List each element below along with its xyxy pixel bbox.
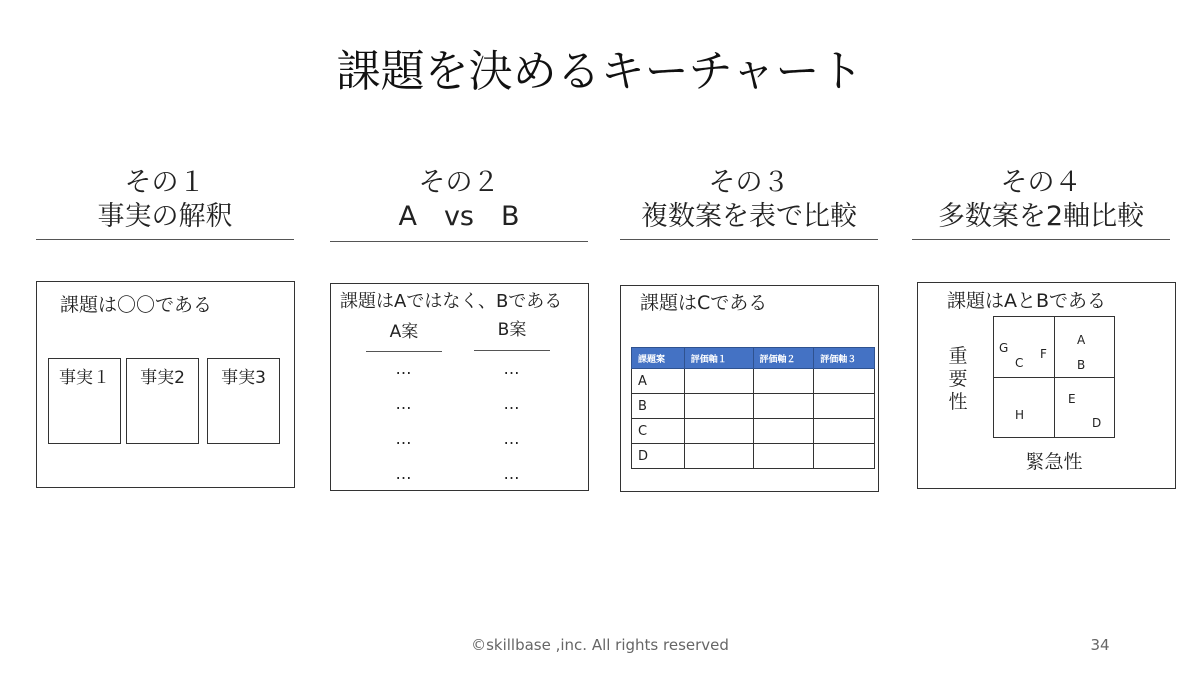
fact-card-3 (207, 358, 280, 444)
section1-box-title: 課題は〇〇である (60, 294, 213, 316)
section2-heading-line2: A vs B (398, 201, 520, 232)
urgency-axis-label: 緊急性 (1025, 451, 1083, 473)
table-cell (684, 369, 753, 394)
slide-title: 課題を決めるキーチャート (336, 46, 864, 97)
table-cell (814, 419, 875, 444)
importance-axis-char: 要 (948, 368, 968, 390)
fact-card-2-label: 事実2 (140, 368, 185, 388)
quadrant-point-h: H (1015, 408, 1025, 422)
table-header-cell: 評価軸１ (684, 348, 753, 369)
fact-card-1 (48, 358, 121, 444)
table-header-cell: 課題案 (632, 348, 685, 369)
section4-underline (912, 239, 1170, 240)
table-row (632, 444, 875, 469)
fact-card-2 (126, 358, 199, 444)
section4-heading-line1: その４ (1000, 167, 1082, 198)
quadrant-horizontal-divider (994, 377, 1114, 378)
section2-heading-line1: その２ (418, 167, 500, 198)
section4-box-title: 課題はAとBである (947, 290, 1107, 312)
table-cell (814, 369, 875, 394)
importance-axis-label (946, 345, 970, 414)
table-cell (753, 394, 814, 419)
col-a-label: A案 (389, 322, 419, 342)
table-cell (814, 444, 875, 469)
quadrant-point-c: C (1015, 356, 1024, 370)
col-a-ellipsis: … (395, 359, 413, 378)
section2-underline (330, 241, 588, 242)
fact-card-1-label: 事実１ (59, 368, 110, 388)
col-b-ellipsis: … (503, 429, 521, 448)
col-b-underline (474, 350, 550, 351)
page-number: 34 (1090, 636, 1110, 654)
quadrant-point-d: D (1092, 416, 1102, 430)
table-row (632, 419, 875, 444)
table-row-label: C (632, 419, 685, 444)
section1-underline (36, 239, 294, 240)
table-header-cell: 評価軸３ (814, 348, 875, 369)
table-row (632, 369, 875, 394)
copyright-footer: ©skillbase ,inc. All rights reserved (471, 636, 729, 654)
section2-heading (330, 166, 588, 234)
table-cell (753, 444, 814, 469)
col-b-label: B案 (497, 320, 527, 340)
col-a-ellipsis: … (395, 429, 413, 448)
section4-heading-line2: 多数案を2軸比較 (937, 201, 1145, 232)
table-row (632, 394, 875, 419)
table-row-label: A (632, 369, 685, 394)
importance-axis-char: 重 (948, 345, 968, 367)
comparison-table (631, 347, 875, 469)
section3-heading-line1: その３ (708, 167, 790, 198)
section2-box (330, 283, 589, 491)
col-b-ellipsis: … (503, 464, 521, 483)
quadrant-point-g: G (999, 341, 1009, 355)
importance-axis-char: 性 (948, 391, 968, 413)
table-header-cell: 評価軸２ (753, 348, 814, 369)
section3-box-title: 課題はCである (640, 292, 768, 314)
section3-heading (620, 166, 878, 234)
section3-underline (620, 239, 878, 240)
section1-heading (36, 166, 294, 234)
quadrant-point-f: F (1040, 347, 1047, 361)
fact-card-3-label: 事実3 (221, 368, 266, 388)
section1-heading-line1: その１ (124, 167, 206, 198)
section3-heading-line2: 複数案を表で比較 (641, 201, 857, 232)
section4-heading (912, 166, 1170, 234)
col-b-ellipsis: … (503, 359, 521, 378)
table-cell (814, 394, 875, 419)
quadrant-point-e: E (1068, 392, 1076, 406)
section1-heading-line2: 事実の解釈 (97, 201, 233, 232)
table-row-label: D (632, 444, 685, 469)
col-a-underline (366, 351, 442, 352)
col-a-ellipsis: … (395, 394, 413, 413)
table-row-label: B (632, 394, 685, 419)
section2-box-title: 課題はAではなく、Bである (340, 291, 563, 312)
table-cell (684, 444, 753, 469)
quadrant-point-a: A (1077, 333, 1086, 347)
col-b-ellipsis: … (503, 394, 521, 413)
col-a-ellipsis: … (395, 464, 413, 483)
table-cell (753, 419, 814, 444)
table-cell (684, 394, 753, 419)
quadrant-point-b: B (1077, 358, 1086, 372)
table-cell (684, 419, 753, 444)
comparison-table-header-row (632, 348, 875, 369)
table-cell (753, 369, 814, 394)
